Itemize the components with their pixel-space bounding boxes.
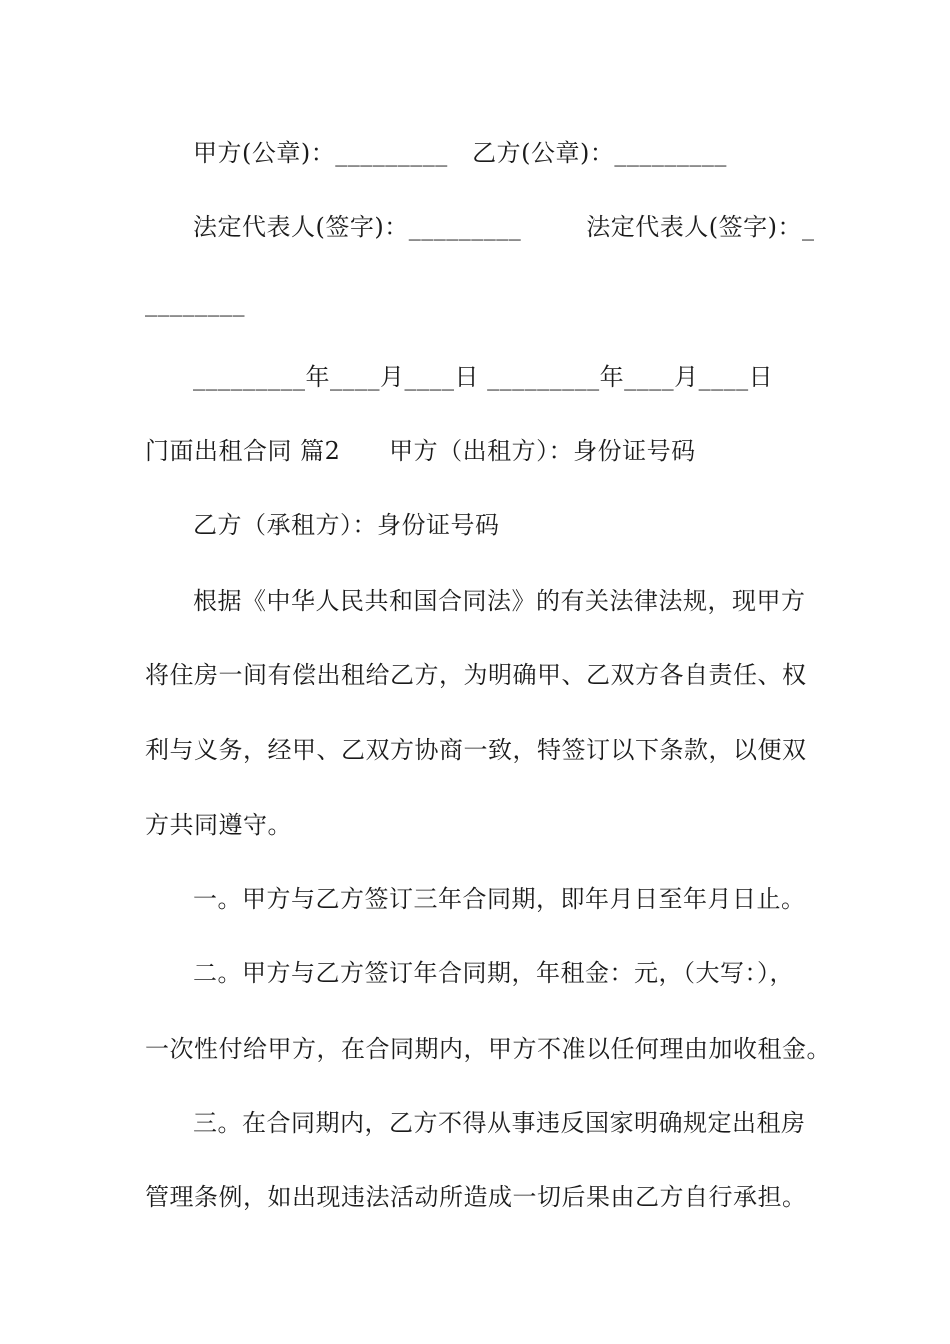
paragraph-intro-line-3: 利与义务，经甲、乙双方协商一致，特签订以下条款，以便双 <box>145 736 807 764</box>
date-line: _________年____月____日 _________年____月____日 <box>193 363 774 391</box>
paragraph-intro-line-4: 方共同遵守。 <box>145 811 292 839</box>
section-title-lessor: 门面出租合同 篇2 甲方（出租方）：身份证号码 <box>145 437 696 465</box>
clause-3-line-1: 三。在合同期内，乙方不得从事违反国家明确规定出租房 <box>193 1109 806 1137</box>
paragraph-intro-line-2: 将住房一间有偿出租给乙方，为明确甲、乙双方各自责任、权 <box>145 661 807 689</box>
clause-2-line-1: 二。甲方与乙方签订年合同期，年租金：元，（大写：）， <box>193 959 794 987</box>
signature-line-legal-representative: 法定代表人(签字)：_________ 法定代表人(签字)：_ <box>193 213 815 241</box>
signature-line-company-seal: 甲方(公章)：_________ 乙方(公章)：_________ <box>193 139 727 167</box>
clause-3-line-2: 管理条例，如出现违法活动所造成一切后果由乙方自行承担。 <box>145 1183 807 1211</box>
clause-2-line-2: 一次性付给甲方，在合同期内，甲方不准以任何理由加收租金。 <box>145 1035 831 1063</box>
paragraph-intro-line-1: 根据《中华人民共和国合同法》的有关法律法规，现甲方 <box>193 587 806 615</box>
lessee-line: 乙方（承租方）：身份证号码 <box>193 511 500 539</box>
clause-1: 一。甲方与乙方签订三年合同期，即年月日至年月日止。 <box>193 885 806 913</box>
signature-line-continuation: ________ <box>145 289 245 317</box>
